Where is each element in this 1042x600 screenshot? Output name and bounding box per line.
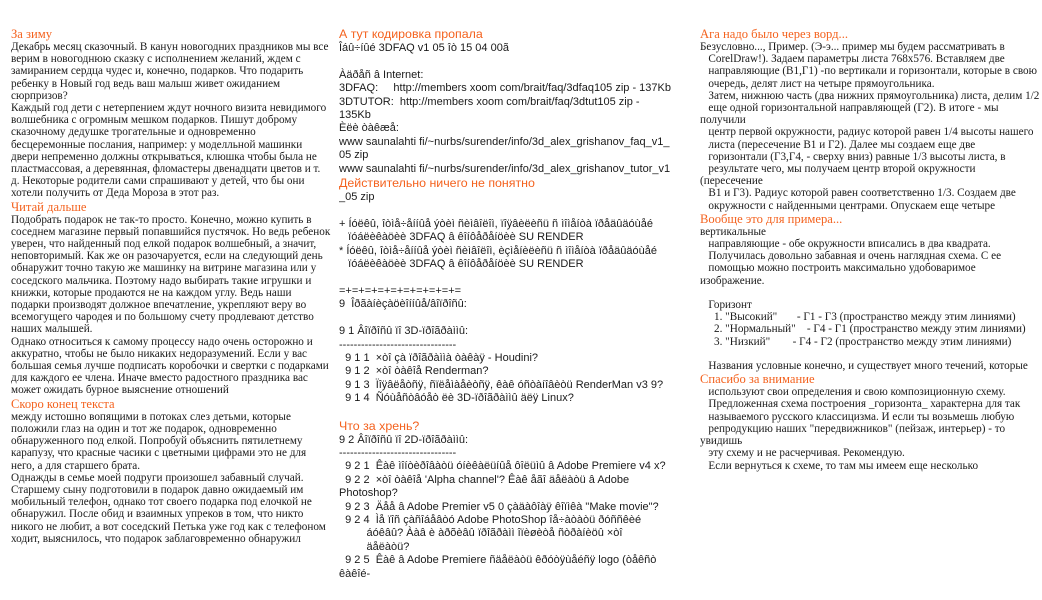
section-heading: Что за хрень? — [339, 418, 420, 433]
paragraph: Безусловно..., Пример. (Э-э... пример мы будем рассматривать в CorelDraw!). Задаем параметры листа 768х576. Вставляем две направляющие (В1,Г1) -по вертикали и горизонтали, которые в свою очередь, делят лист на четыре прямоугольника. Затем, нижнюю часть (два нижних прямоугольника) листа, делим 1/2 еще одной горизонтальной направляющей (Г2). В итоге - мы получили центр первой окружности, радиус которой равен 1/4 высоты нашего листа (пересечение В1 и Г2). Далее мы создаем еще две горизонтали (Г3,Г4, - сверху вниз) равные 1/3 высоты листа, в результате чего, мы получаем центр второй окружности (пересечение В1 и Г3). Радиус которой равен соответственно 1/3. Создаем две окружности с найденными центрами. Опускаем еще четыре — [700, 41, 1040, 212]
paragraph: используют свои определения и свою композиционную схему. Предложенная схема построения _горизонта_ характерна для так называемого русского классицизма. И если ты возьмешь любую репродукцию наших "передвижников" (пейзаж, интерьер) - то увидишь эту схему и не расчерчивая. Рекомендую. Если вернуться к схеме, то там мы имеем еще несколько — [700, 386, 1021, 472]
column-left — [11, 27, 331, 597]
section-heading: Читай дальше — [11, 199, 87, 214]
garbled-text-block: _05 zip + Íóëêû, îòìå÷åííûå ýòèì ñèìâîëîì, ïîÿâèëèñü ñ ìîìåíòà ïðåäûäóùåé ïóáëèêàöèè 3DFAQ â êîíôåðåíöèè SU RENDER * Íóëêû, îòìå÷åííûå ýòèì ñèìâîëîì, èçìåíèëèñü ñ ìîìåíòà ïðåäûäóùåé ïóáëèêàöèè 3DFAQ â êîíôåðåíöèè SU RENDER =+=+=+=+=+=+=+=+=+= 9 Îðãàíèçàöèîííûå/âîïðîñû: 9 1 Âîïðîñû ïî 3D-ïðîãðàììû: -------------------------------- 9 1 1 ×òî çà ïðîãðàììà òàêàÿ - Houdini? 9 1 2 ×òî òàêîå Renderman? 9 1 3 Ïîÿâëåòñÿ, ñïëåìàåèòñÿ, êàê óñòàíîâèòü RenderMan v3 9? 9 1 4 Ñóùåñòâóåò ëè 3D-ïðîãðàììû äëÿ Linux? — [339, 191, 664, 405]
section-heading: Ага надо было через ворд... — [700, 27, 849, 41]
garbled-text-block: 9 2 Âîïðîñû ïî 2D-ïðîãðàììû: -------------------------------- 9 2 1 Êàê ìîíòèðîâàòü óíèêàëüíûå ôîëüìû â Adobe Premiere v4 x? 9 2 2 ×òî òàêîå 'Alpha channel'? Êàê åãî äåëàòü â Adobe Photoshop? 9 2 3 Äåå â Adobe Premier v5 0 çàäàôîàÿ êîïìêà "Make movie"? 9 2 4 Ìå ïîñ çàñîáåâòó Adobe PhotoShop îå÷àòàòü ðóññêèé áóêâû? Ààâ è àðõèâû ïðîãðàìì îïèøèòå ñòðàíèöû ×òî äåëàòü? 9 2 5 Êàê â Adobe Premiere ñäåëàòü êðóòÿùåéñÿ logo (òåêñò êàêîé- — [339, 433, 666, 580]
section-heading: Скоро конец текста — [11, 396, 115, 411]
paragraph: Каждый год дети с нетерпением ждут ночного визита невидимого волшебника с огромным мешком подарков. Пишут доброму сказочному дедушке трогательные и одновременно бесцеремонные послания, например: у моделльной машинки двери непременно должны открываться, клюшка чтобы была не пластмассовая, а деревянная, фломастеры двенадцати цветов и т. д. Некоторые родители сами спрашивают у детей, что бы они хотели получить от Деда Мороза в этот раз. — [11, 102, 327, 200]
paragraph: между истошно вопящими в потоках слез детьми, которые положили глаз на один и тот же подарок, одновременно обнаруженного под елкой. Попробуй объяснить пятилетнему карапузу, что красные часики с цветными цифрами это не для него, а для старшего брата. — [11, 410, 307, 472]
section-heading: Спасибо за внимание — [700, 372, 815, 387]
paragraph: Подобрать подарок не так-то просто. Конечно, можно купить в соседнем магазине первый попавшийся пустячок. Но ведь ребенок уверен, что найденный под елкой подарок волшебный, а значит, неповторимый. Как же он разочаруется, если на следующий день обнаружит точно такую же машинку на витрине магазина или у соседского мальчика. Поэтому надо выбирать такие игрушки и книжки, которые продаются не на каждом углу. Ведь наши подарки производят должное впечатление, укрепляют веру во всемогущего чародея и по большому счету продлевают детство наших малышей. — [11, 213, 331, 336]
paragraph: Однажды в семье моей подруги произошел забавный случай. Старшему сыну подготовили в подарок давно ожидаемый им мобильный телефон, однако тот своего подарка под елочкой не обнаружил. После обид и взаимных упреков в том, что никто никого не любит, а вот соседский Петька уже год как с телефоном ходит, выяснилось, что подарок заблаговременно обнаружил — [11, 471, 326, 545]
garbled-text-block: Îáû÷íûé 3DFAQ v1 05 îò 15 04 00ã Àäðåñ â Internet: 3DFAQ: http://members xoom com/brait/faq/3dfaq105 zip - 137Kb 3DTUTOR: http://members xoom com/brait/faq/3dtut105 zip - 135Kb Èëè òàêæå: www saunalahti fi/~nurbs/surender/info/3d_alex_grishanov_faq_v1_ 05 zip www saunalahti fi/~nurbs/surender/info/3d_alex_grishanov_tutor_v1 — [339, 42, 671, 175]
paragraph: вертикальные направляющие - обе окружности вписались в два квадрата. Получилась довольно забавная и очень наглядная схема. С ее помощью можно построить максимально удобоваримое изображение. Горизонт 1. "Высокий" - Г1 - Г3 (пространство между этим линиями) 2. "Нормальный" - Г4 - Г1 (пространство между этим линиями) 3. "Низкий" - Г4 - Г2 (пространство между этим линиями) Названия условные конечно, и существует много течений, которые — [700, 225, 1028, 373]
column-right — [700, 27, 1040, 597]
paragraph: Декабрь месяц сказочный. В канун новогодних праздников мы все верим в новогоднюю сказку с исполнением желаний, ждем с замиранием сердца чудес и, конечно, подарков. Что подарить ребенку в Новый год ведь ваш малыш живет ожиданием сюрпризов? — [11, 41, 329, 102]
section-heading: Вообще это для примера... — [700, 211, 843, 226]
column-middle — [339, 27, 691, 597]
section-heading: А тут кодировка пропала — [339, 27, 483, 41]
section-heading: За зиму — [11, 27, 53, 41]
paragraph: Однако относиться к самому процессу надо очень осторожно и аккуратно, чтобы не было никаких недоразумений. Если у вас большая семья лучше подписать коробочки и свертки с подарками для каждого ее члена. Иначе вместо радостного праздника вас может ожидать бурное выяснение отношений — [11, 335, 329, 397]
section-heading: Действительно ничего не понятно — [339, 176, 535, 191]
